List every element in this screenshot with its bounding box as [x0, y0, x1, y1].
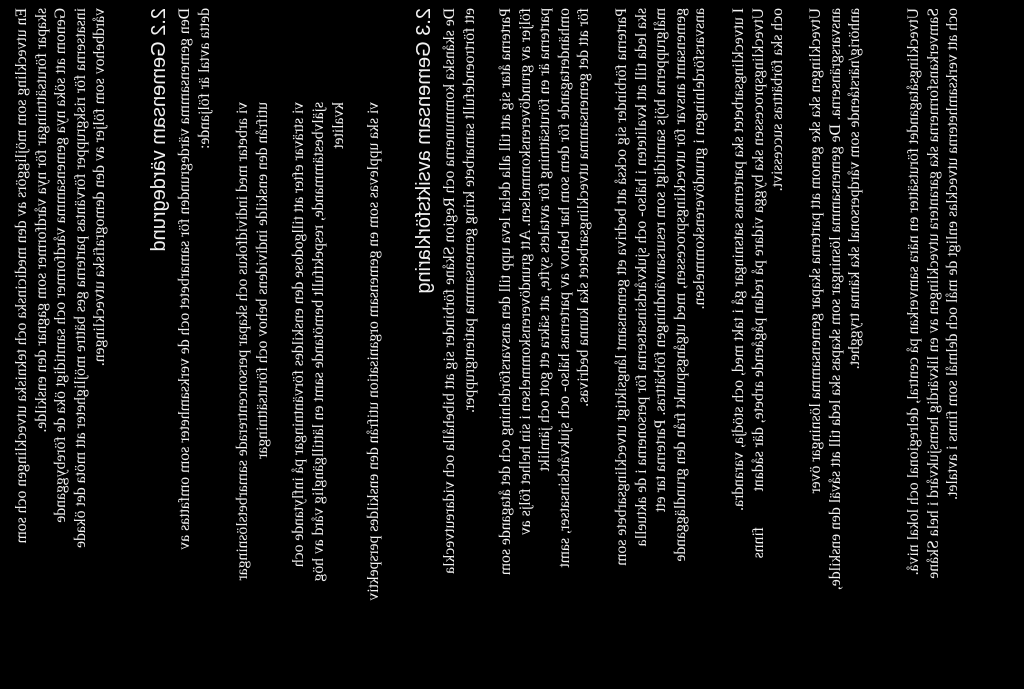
values-list	[233, 102, 384, 601]
text-line: och ska förbättras successivt.	[769, 8, 786, 192]
text-line: Samverkansformerna ska garantera utvecklingen av en likvärdig hemsjukvård i hela Skåne	[924, 8, 942, 579]
text-line: Genom att söka nya gemensamma vårdformer och samtidigt öka de förebyggande	[52, 8, 69, 523]
text-line: vi ska upplevas som en gemensam organisation utifrån den enskildes perspektiv	[365, 102, 382, 601]
text-line: Parterna åtar sig att till alla delar leva upp till den ansvarsfördelning och det åtagande som	[497, 8, 514, 576]
text-line: vi arbetar med individfokus och skapar personcentrerade samarbetslösningar	[234, 102, 251, 581]
intro-paragraph	[12, 8, 110, 548]
text-line: Utvecklingsprocessen ska bygga vidare på redan pågående arbete, där sådant finns	[749, 8, 767, 559]
text-line: kvalitet	[330, 102, 347, 149]
section-2-3-paragraph	[440, 8, 479, 574]
text-line: gemensamt ansvar för utvecklingsprocessen, med utgångspunkt från den grundläggande	[671, 8, 689, 562]
text-line: parterna är en förutsättning för avtalets syfte, att säkra ett gott och jämlikt	[536, 8, 553, 472]
section-2-2-intro	[175, 8, 214, 550]
text-line: I utvecklingsarbetet ska parternas satsningar gå i takt med, och stödja, varandra.	[730, 8, 747, 511]
list-item	[289, 102, 349, 601]
text-line: målgrupperna höjs samtidigt som resursanvändningen förbättras. Parterna tar ett	[652, 8, 669, 513]
text-line: Utvecklingsåtagandet förutsätter en nära samverkan på central, delregional och lokal nivå.	[905, 8, 922, 576]
text-line: ska leda till att kvaliteten i hälso- och sjukvårdsinsatserna för personerna i de aktuella	[632, 8, 650, 547]
text-line: Parterna förbinder sig också att bedriva ett gemensamt långsiktigt utvecklingsarbete som	[613, 8, 630, 566]
section-2-3-paragraph	[729, 8, 788, 558]
section-2-3-paragraph	[904, 8, 963, 579]
text-line: skapar förutsättningar för nya vårdformer som gagnar den enskilde.	[32, 8, 50, 433]
list-item	[364, 102, 384, 601]
text-line: En utveckling som möjliggörs av den medicinska och tekniska utvecklingen och som	[13, 8, 30, 544]
text-line: ett förtroendefullt samarbete kring gemensamma patientgrupper.	[460, 8, 478, 413]
text-line: De skånska kommunerna och Region Skåne förbinder sig att bibehålla och vidareutveckla	[441, 8, 458, 574]
text-line: och att verksamheterna utvecklas enligt de mål och delmål som finns i avtalet.	[944, 8, 961, 500]
section-2-3-paragraph	[612, 8, 710, 566]
page-content	[0, 8, 1016, 686]
section-2-3-paragraph	[496, 8, 594, 575]
section-heading-2-2: 2.2 Gemensam värdegrund	[148, 8, 170, 252]
text-line: anhörig/närstående som vårdpersonal ska känna trygghet.	[846, 8, 863, 370]
list-item	[233, 102, 273, 601]
text-line: utifrån den enskilde individens behov och förutsättningar	[254, 102, 271, 459]
text-line: Den gemensamma värdegrunden för samarbetet och de verksamheter som omfattas av	[176, 8, 193, 550]
text-line: självbestämmande, respektfullt bemötande samt en lättillgänglig vård av hög	[310, 102, 327, 582]
text-line: Utvecklingen ska ske genom att parterna skapar gemensamma lösningar över	[807, 8, 824, 494]
text-line: följer av grundöverenskommelsen. Att grundöverenskommelsen i sin helhet följs av	[516, 8, 534, 536]
section-heading-2-3: 2.3 Gemensam avsiktsförklaring	[413, 8, 435, 294]
text-line: omhändertagande för dem som har behov av parternas hälso- och sjukvårdsinsatser, samt	[555, 8, 573, 568]
section-2-3-paragraph	[806, 8, 865, 590]
text-line: vårdbehov som följer av den demografiska utvecklingen.	[91, 8, 108, 367]
text-line: för att det gemensamma utvecklingsarbetet ska kunna bedrivas.	[575, 8, 592, 407]
text-line: ansvarsfördelningen i grundöverenskommelsen.	[691, 8, 708, 310]
text-line: ansvarsgränserna. De gemensamma lösningar som skapas ska leda till att såväl den enskilde,	[826, 8, 844, 591]
text-line: insatserna för riskgrupper förväntas parterna ges bättre möjligheter att möta det ökade	[71, 8, 89, 548]
text-line: detta avtal är följande:	[195, 8, 213, 150]
text-line: vi strävar efter att tillgodose den enskildes förväntningar på inflytande och	[290, 102, 307, 568]
